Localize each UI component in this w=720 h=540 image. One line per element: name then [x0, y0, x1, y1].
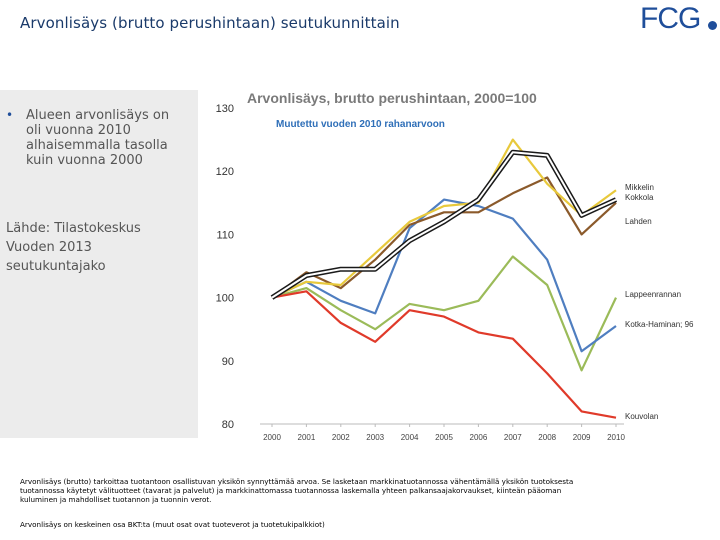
slide-title: Arvonlisäys (brutto perushintaan) seutukunnittain: [20, 14, 400, 32]
y-tick-label: 90: [221, 355, 234, 368]
y-tick-label: 120: [215, 166, 234, 179]
y-tick-label: 80: [221, 419, 234, 431]
series-label: Lappeenrannan: [625, 290, 682, 299]
chart-subtitle: Muutettu vuoden 2010 rahanarvoon: [276, 119, 445, 130]
line-chart: [204, 84, 694, 448]
x-tick-label: 2002: [331, 433, 350, 442]
footnote-gdp: Arvonlisäys on keskeinen osa BKT:ta (muut osat ovat tuoteverot ja tuotetukipalkkiot): [20, 520, 325, 529]
series-label: Kouvolan: [625, 412, 659, 421]
series-label: Lahden: [625, 217, 652, 226]
x-tick-label: 2007: [503, 433, 522, 442]
x-tick-label: 2005: [435, 433, 453, 442]
series-label: Kotka-Haminan; 96: [625, 320, 694, 329]
bullet-text: Alueen arvonlisäys on oli vuonna 2010 alhaisemmalla tasolla kuin vuonna 2000: [26, 108, 170, 168]
company-logo: FCG: [640, 2, 701, 35]
chart-title: Arvonlisäys, brutto perushintaan, 2000=100: [247, 90, 537, 106]
x-tick-label: 2000: [263, 433, 281, 442]
x-tick-label: 2010: [607, 433, 625, 442]
x-tick-label: 2006: [469, 433, 488, 442]
y-tick-label: 130: [215, 103, 234, 115]
source-note: Lähde: Tilastokeskus Vuoden 2013 seutukuntajako: [6, 221, 141, 274]
footnote-definition: Arvonlisäys (brutto) tarkoittaa tuotantoon osallistuvan yksikön synnyttämää arvoa. Se lasketaan markkinatuotannossa vähentämällä yksikön tuotoksesta tuotannossa käytetyt välituotteet (tavarat ja palvelut) ja markkinattomassa tuotannossa laskemalla yhteen palkansaajakorvaukset, kiinteän pääoman kuluminen ja mahdolliset tuotannon ja tuonnin verot.: [20, 477, 574, 504]
y-tick-label: 110: [216, 229, 234, 242]
x-tick-label: 2009: [572, 433, 591, 442]
bullet-point: [6, 108, 187, 168]
series-label: Mikkelin: [625, 183, 654, 192]
y-tick-label: 100: [215, 292, 234, 305]
x-tick-label: 2001: [297, 433, 316, 442]
x-tick-label: 2004: [400, 433, 419, 442]
x-tick-label: 2003: [366, 433, 385, 442]
chart-background: [204, 84, 636, 448]
bullet-icon: •: [6, 108, 14, 122]
series-label: Kokkola: [625, 193, 654, 202]
x-tick-label: 2008: [538, 433, 557, 442]
logo-dot: [708, 21, 717, 30]
